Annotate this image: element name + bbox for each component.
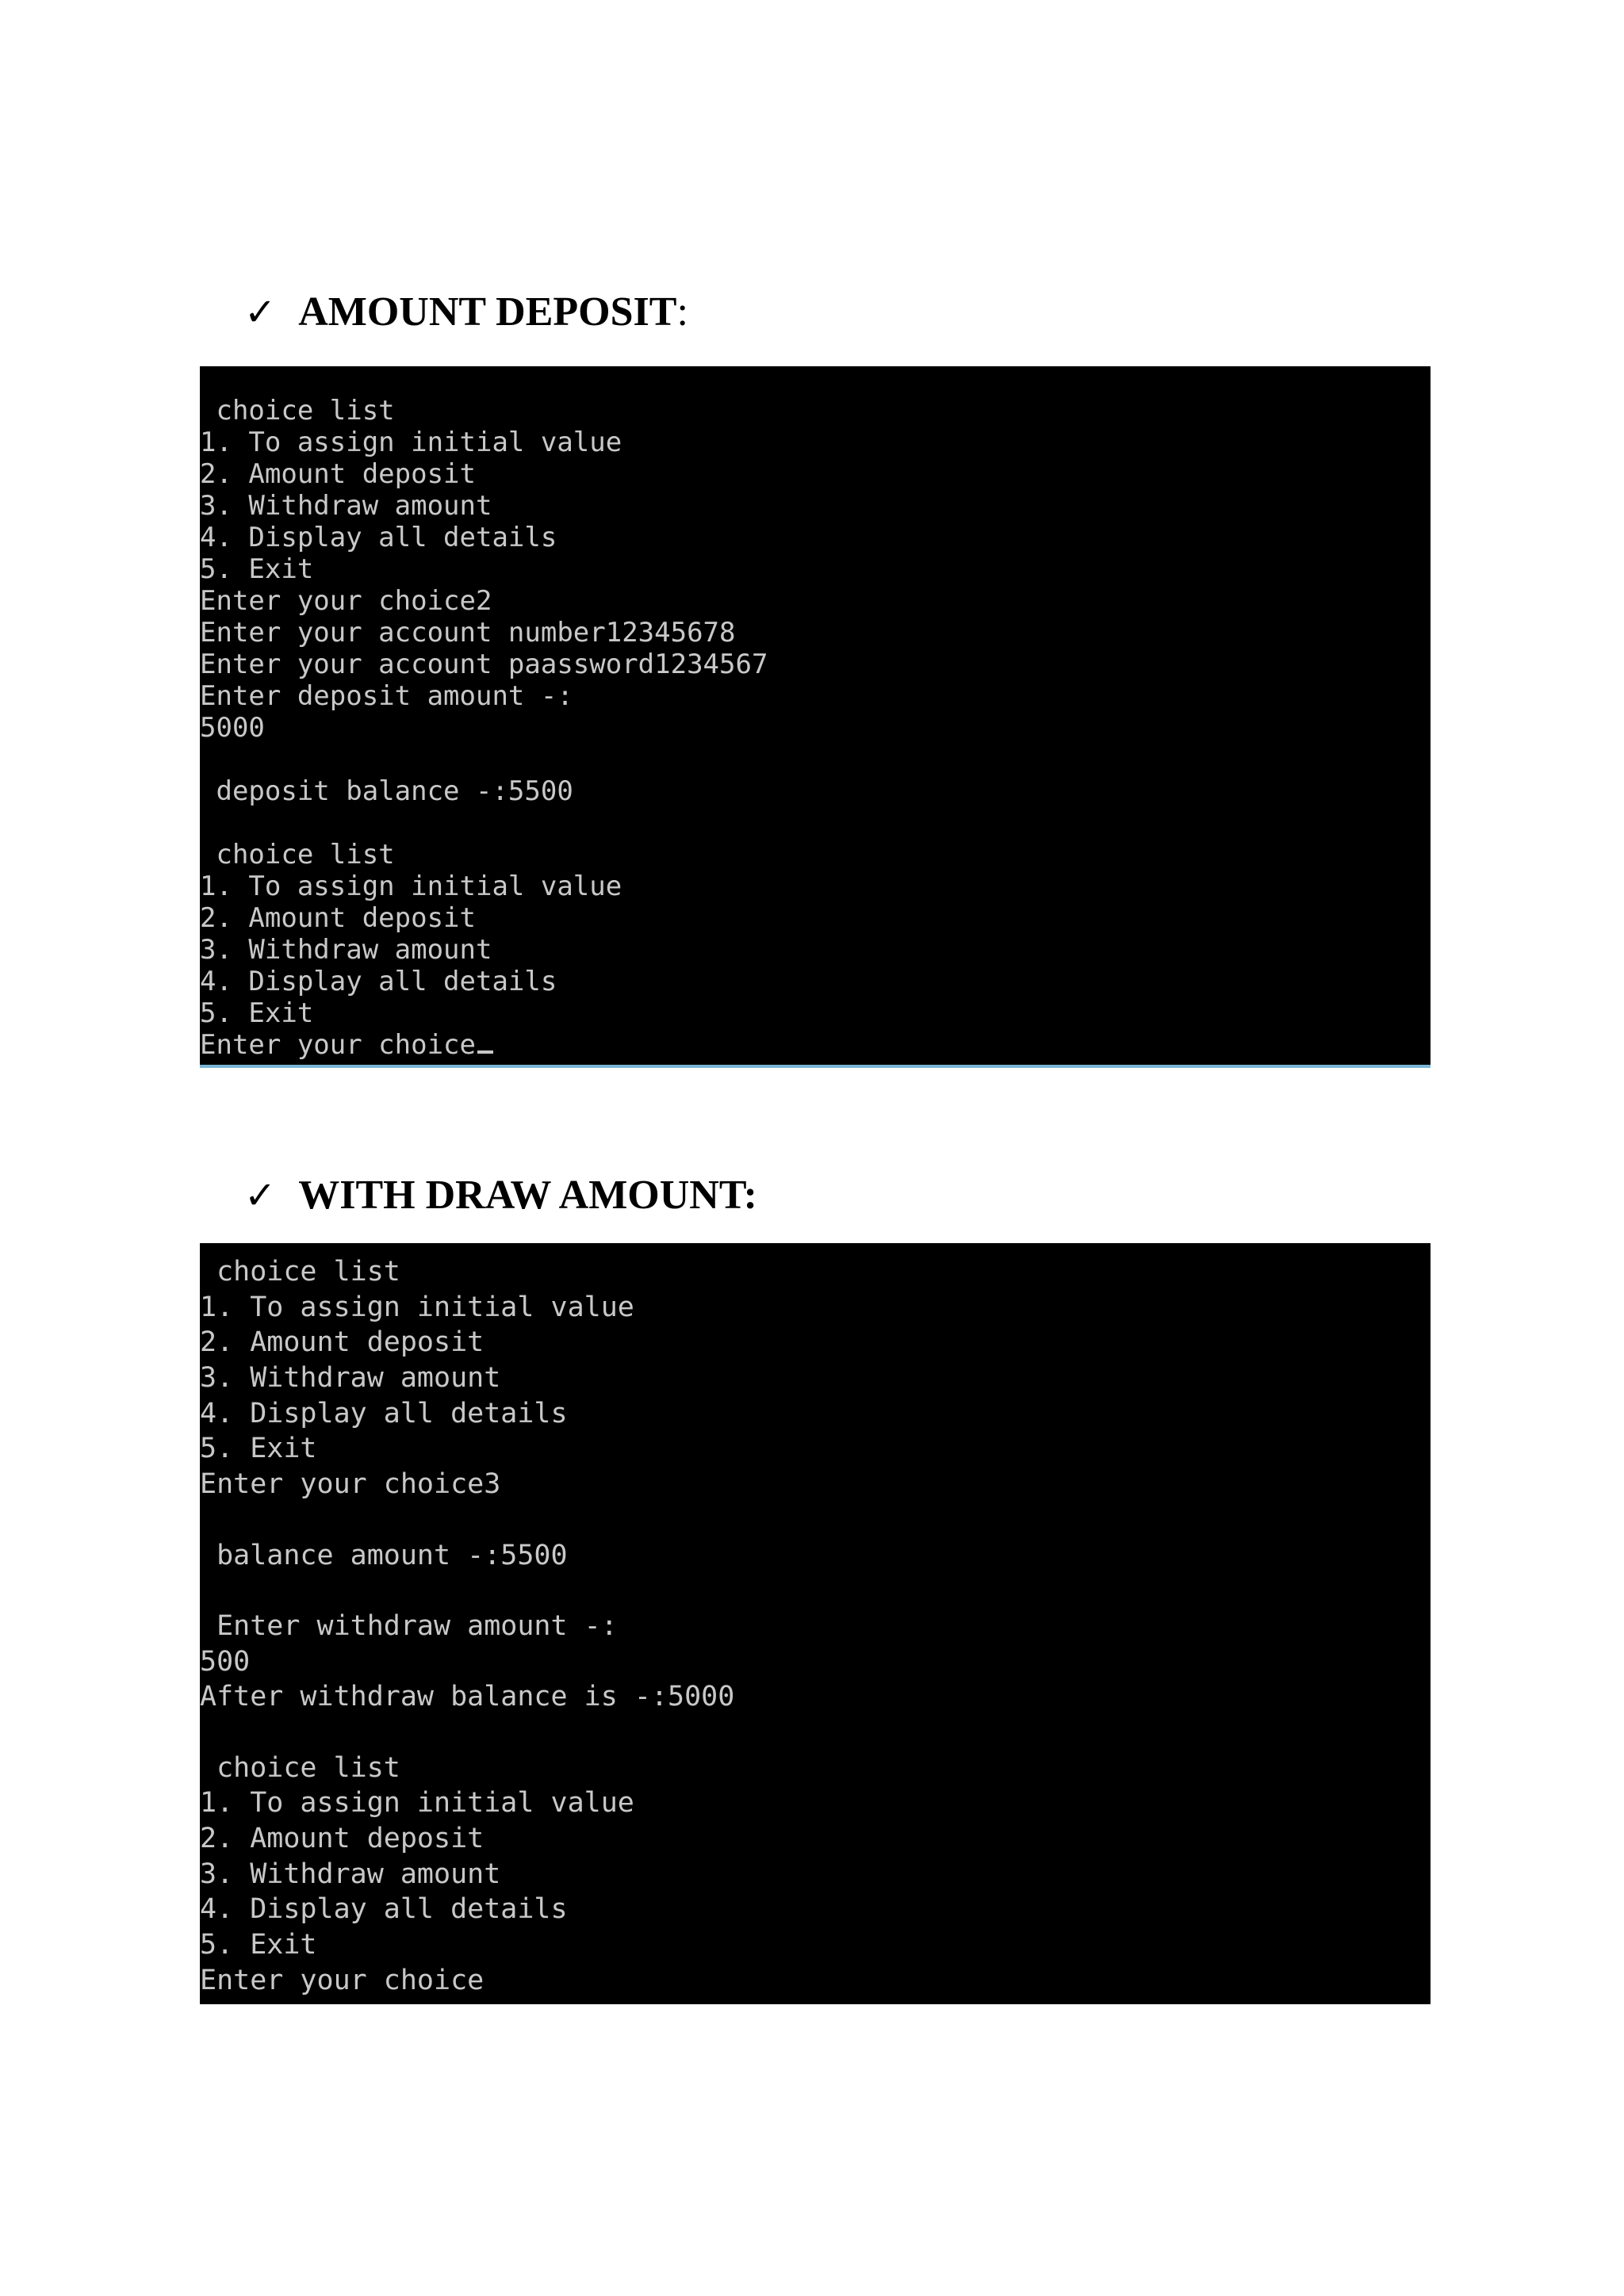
section-heading-amount-deposit <box>244 289 688 336</box>
console-line: Enter your choice <box>200 1964 485 1996</box>
console-line: choice list <box>200 839 395 871</box>
console-line <box>200 744 1431 775</box>
console-line: choice list <box>200 1256 400 1288</box>
console-line: 4. Display all details <box>200 522 557 553</box>
console-output-withdraw <box>200 1243 1431 2004</box>
console-line: Enter withdraw amount -: <box>200 1609 618 1642</box>
console-line: choice list <box>200 395 395 427</box>
heading-title: AMOUNT DEPOSIT <box>298 289 677 335</box>
console-line: 4. Display all details <box>200 1893 568 1926</box>
heading-separator: : <box>676 289 688 335</box>
console-line: 1. To assign initial value <box>200 427 622 458</box>
console-line: Enter your account number12345678 <box>200 617 736 649</box>
console-line: 4. Display all details <box>200 1397 568 1429</box>
console-line: After withdraw balance is -:5000 <box>200 1681 735 1713</box>
console-line: 1. To assign initial value <box>200 871 622 902</box>
heading-title: WITH DRAW AMOUNT: <box>298 1173 757 1218</box>
console-line <box>200 807 1431 839</box>
console-line: 5. Exit <box>200 1433 317 1465</box>
console-line: balance amount -:5500 <box>200 1539 568 1571</box>
checkmark-icon: ✓ <box>244 290 277 335</box>
console-line: 2. Amount deposit <box>200 902 476 934</box>
console-line: Enter your account paassword1234567 <box>200 649 768 680</box>
console-line <box>200 1573 1431 1609</box>
console-line: 2. Amount deposit <box>200 1823 485 1854</box>
console-line: choice list <box>200 1751 400 1784</box>
console-line: 2. Amount deposit <box>200 458 476 490</box>
console-line: 500 <box>200 1645 251 1678</box>
console-line: 2. Amount deposit <box>200 1326 485 1359</box>
console-prompt-text: Enter your choice <box>200 1029 476 1061</box>
console-line: 1. To assign initial value <box>200 1787 634 1820</box>
console-prompt-line <box>200 1029 1431 1061</box>
console-line: 3. Withdraw amount <box>200 1362 501 1395</box>
console-line <box>200 1502 1431 1538</box>
console-line: 4. Display all details <box>200 966 557 997</box>
console-line <box>200 1715 1431 1751</box>
checkmark-icon: ✓ <box>244 1173 277 1218</box>
console-line: 3. Withdraw amount <box>200 934 492 966</box>
console-line: Enter deposit amount -: <box>200 680 573 712</box>
console-line: Enter your choice3 <box>200 1468 501 1501</box>
console-line: 5. Exit <box>200 997 314 1029</box>
text-cursor <box>477 1050 493 1054</box>
console-line: Enter your choice2 <box>200 585 492 617</box>
section-heading-withdraw-amount <box>244 1172 757 1219</box>
console-line: 3. Withdraw amount <box>200 1858 501 1890</box>
console-output-deposit <box>200 366 1431 1068</box>
console-line: 3. Withdraw amount <box>200 490 492 522</box>
console-line: 5. Exit <box>200 1929 317 1961</box>
console-line: 5000 <box>200 712 265 744</box>
console-line: 1. To assign initial value <box>200 1291 634 1323</box>
console-line: deposit balance -:5500 <box>200 775 573 807</box>
console-line: 5. Exit <box>200 553 314 585</box>
